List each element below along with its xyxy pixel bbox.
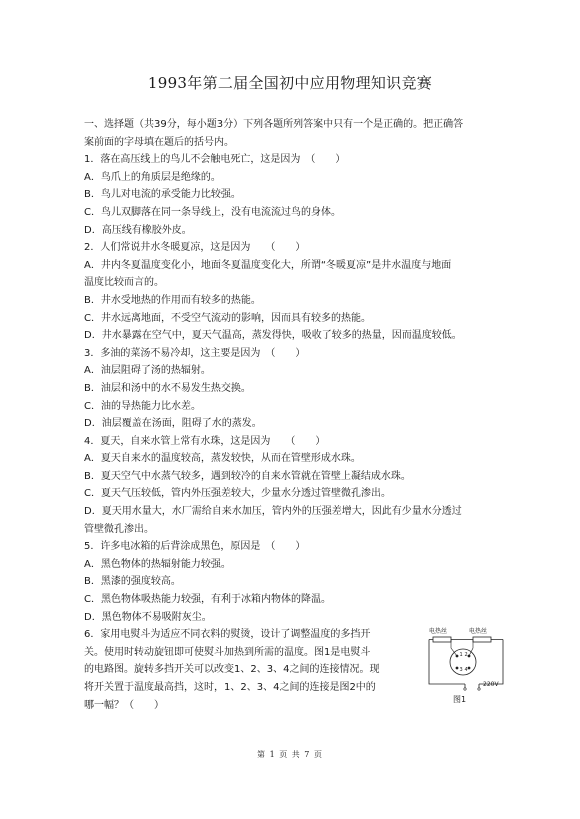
side-wires: [429, 640, 503, 685]
option-a: A．油层阻碍了汤的热辐射。: [84, 365, 211, 377]
question-4: [84, 433, 516, 539]
voltage-label: 220V: [483, 681, 499, 688]
question-stem-line: 6．家用电熨斗为适应不同衣料的熨烫，设计了调整温度的多挡开: [84, 629, 371, 641]
question-stem: 5．许多电冰箱的后背涂成黑色，原因是 （ ）: [84, 541, 306, 553]
option-d: D．高压线有橡胶外皮。: [84, 224, 192, 236]
supply-leads: [465, 684, 479, 688]
option-d-continued: 管壁微孔渗出。: [84, 523, 154, 535]
section-intro-line: 案前面的字母填在题后的括号内。: [84, 136, 234, 148]
question-5: [84, 538, 516, 626]
option-d: D．井水暴露在空气中，夏天气温高，蒸发得快，吸收了较多的热量，因而温度较低。: [84, 330, 462, 342]
supply-terminal-left: [464, 688, 466, 690]
option-a: A．夏天自来水的温度较高，蒸发较快，从而在管壁形成水珠。: [84, 453, 361, 465]
heating-wire-label-left: 电热丝: [429, 628, 448, 635]
question-2: [84, 239, 516, 345]
option-a: A．鸟爪上的角质层是绝缘的。: [84, 171, 221, 183]
terminal-label-1: 1: [459, 652, 463, 658]
supply-terminal-right: [478, 688, 480, 690]
option-a-continued: 温度比较而言的。: [84, 277, 164, 289]
question-stem-line: 将开关置于温度最高挡，这时，1、2、3、4之间的连接是图2中的: [84, 682, 376, 693]
figure-caption: 图1: [453, 695, 467, 704]
terminal-3: [456, 667, 459, 670]
circuit-svg: [425, 624, 510, 706]
question-stem: 4．夏天，自来水管上常有水珠，这是因为 （ ）: [84, 435, 326, 447]
option-d: D．油层覆盖在汤面，阻碍了水的蒸发。: [84, 418, 262, 430]
question-stem-line: 关。使用时转动旋钮即可使熨斗加热到所需的温度。图1是电熨斗: [84, 646, 371, 658]
terminal-label-4: 4: [464, 667, 468, 673]
terminal-label-2: 2: [464, 652, 468, 658]
terminal-2: [468, 655, 471, 658]
option-b: B．鸟儿对电流的承受能力比较强。: [84, 189, 241, 201]
option-c: C．油的导热能力比水差。: [84, 400, 201, 412]
option-c: C．黑色物体吸热能力较强，有利于冰箱内物体的降温。: [84, 594, 331, 606]
question-3: [84, 345, 516, 433]
question-stem: 2．人们常说井水冬暖夏凉，这是因为 （ ）: [84, 242, 306, 254]
option-c: C．井水远离地面，不受空气流动的影响，因而具有较多的热能。: [84, 312, 371, 324]
figure-1-circuit-diagram: [425, 624, 510, 706]
question-stem-line: 的电路图。旋转多挡开关可以改变1、2、3、4之间的连接情况。现: [84, 664, 380, 676]
option-b: B．黑漆的强度较高。: [84, 576, 181, 588]
option-c: C．夏天气压较低，管内外压强差较大，少量水分透过管壁微孔渗出。: [84, 488, 391, 500]
option-d: D．黑色物体不易吸附灰尘。: [84, 611, 212, 623]
section-intro: [84, 116, 516, 151]
option-a: A．井内冬夏温度变化小，地面冬夏温度变化大，所谓“冬暖夏凉”是井水温度与地面: [84, 259, 452, 271]
question-stem-line: 哪一幅？（ ）: [84, 699, 164, 711]
rotary-switch: [450, 649, 476, 675]
heating-wire-label-right: 电热丝: [469, 628, 488, 635]
option-b: B．油层和汤中的水不易发生热交换。: [84, 382, 251, 394]
question-stem: 3．多油的菜汤不易冷却，这主要是因为 （ ）: [84, 347, 306, 359]
resistor-left: [433, 637, 451, 642]
question-1: [84, 151, 516, 239]
option-b: B．井水受地热的作用而有较多的热能。: [84, 294, 261, 306]
page-title: 1993年第二届全国初中应用物理知识竞赛: [147, 74, 433, 92]
option-b: B．夏天空气中水蒸气较多，遇到较冷的自来水管就在管壁上凝结成水珠。: [84, 470, 411, 482]
option-c: C．鸟儿双脚落在同一条导线上，没有电流流过鸟的身体。: [84, 206, 341, 218]
option-d: D．夏天用水量大，水厂需给自来水加压，管内外的压强差增大，因此有少量水分透过: [84, 506, 462, 518]
section-intro-line: 一、选择题（共39分，每小题3分）下列各题所列答案中只有一个是正确的。把正确答: [84, 119, 464, 130]
question-stem: 1．落在高压线上的鸟儿不会触电死亡，这是因为 （ ）: [84, 154, 346, 166]
terminal-label-3: 3: [459, 667, 463, 673]
page-footer: 第 1 页 共 7 页: [257, 750, 323, 759]
resistor-right: [473, 637, 491, 642]
option-a: A．黑色物体的热辐射能力较强。: [84, 558, 231, 570]
terminal-4: [468, 667, 471, 670]
